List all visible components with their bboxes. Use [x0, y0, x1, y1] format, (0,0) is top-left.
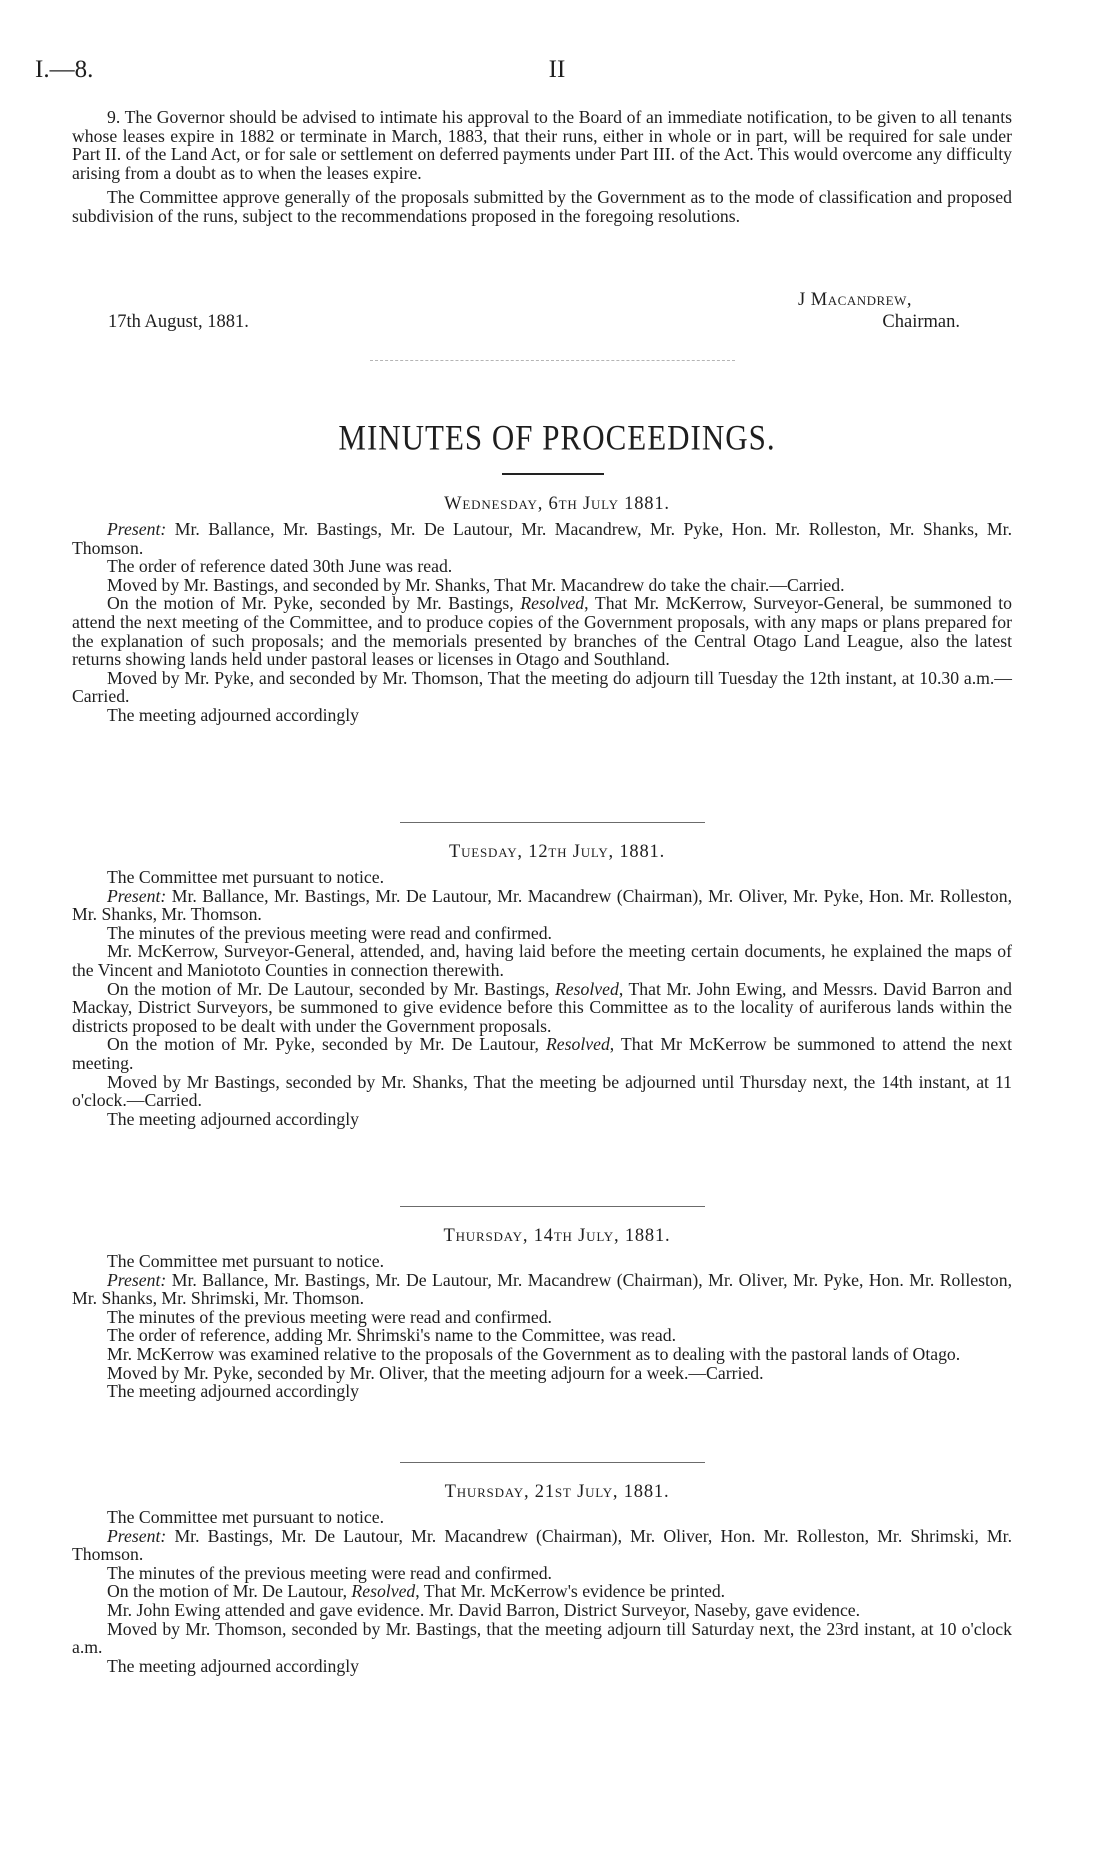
meeting-2-date: Tuesday, 12th July, 1881. [448, 842, 666, 862]
meeting-1-date: Wednesday, 6th July 1881. [444, 494, 670, 514]
resolved-label: Resolved [351, 1581, 416, 1602]
report-date: 17th August, 1881. [108, 312, 249, 332]
minute-item: On the motion of Mr. Pyke, seconded by Mr. De Lautour, Resolved, That Mr McKerrow be summoned to attend the next meeting. [72, 1034, 1012, 1073]
meeting-4-date: Thursday, 21st July, 1881. [444, 1482, 670, 1502]
present-label: Present: [107, 1525, 167, 1546]
minute-item: Mr. McKerrow was examined relative to the proposals of the Government as to dealing with the pastoral lands of Otago. [107, 1343, 961, 1364]
minute-item: Moved by Mr. Thomson, seconded by Mr. Bastings, that the meeting adjourn till Saturday next, the 23rd instant, at 10 o'clock a.m. [72, 1618, 1012, 1658]
attendance [72, 1527, 1012, 1564]
minute-item: The Committee met pursuant to notice. [107, 867, 385, 887]
minute-item: The Committee met pursuant to notice. [107, 1507, 385, 1527]
attendance [72, 887, 1012, 924]
meeting-2-body [72, 868, 1012, 1128]
minute-item: Moved by Mr. Bastings, and seconded by Mr. Shanks, That Mr. Macandrew do take the chair.—Carried. [107, 574, 845, 595]
minute-item: Moved by Mr Bastings, seconded by Mr. Shanks, That the meeting be adjourned until Thursday next, the 14th instant, at 11 o'clock.—Carried. [72, 1071, 1012, 1111]
meeting-3-date: Thursday, 14th July, 1881. [443, 1226, 671, 1246]
meeting-1-body [72, 520, 1012, 725]
signatory-name: J Macandrew, [797, 290, 912, 310]
document-reference: I.—8. [35, 56, 94, 83]
minute-item: Moved by Mr. Pyke, and seconded by Mr. Thomson, That the meeting do adjourn till Tuesday the 12th instant, at 10.30 a.m.—Carried. [72, 667, 1012, 707]
paragraph-9: 9. The Governor should be advised to intimate his approval to the Board of an immediate notification, to be given to all tenants whose leases expire in 1882 or terminate in March, 1883, that their runs, either in whole or in part, will be required for sale under Part II. of the Land Act, or for sale or settlement on deferred payments under Part III. of the Act. This would overcome any difficulty arising from a doubt as to when the leases expire. [72, 107, 1012, 183]
minute-item: Mr. McKerrow, Surveyor-General, attended, and, having laid before the meeting certain documents, he explained the maps of the Vincent and Maniototo Counties in connection therewith. [72, 941, 1012, 980]
minute-item: The order of reference dated 30th June was read. [107, 556, 453, 577]
report-section [72, 108, 1012, 226]
resolved-label: Resolved [520, 593, 585, 614]
minute-item: Moved by Mr. Pyke, seconded by Mr. Oliver, that the meeting adjourn for a week.—Carried. [107, 1362, 764, 1383]
minute-item: Mr. John Ewing attended and gave evidence. Mr. David Barron, District Surveyor, Naseby, gave evidence. [107, 1599, 861, 1620]
minute-item: The meeting adjourned accordingly [107, 1655, 359, 1676]
minute-item: The order of reference, adding Mr. Shrimski's name to the Committee, was read. [107, 1325, 677, 1346]
meeting-divider [400, 1206, 705, 1207]
minute-item: The meeting adjourned accordingly [107, 1108, 359, 1129]
minute-item: On the motion of Mr. Pyke, seconded by Mr. Bastings, Resolved, That Mr. McKerrow, Surveyor-General, be summoned to attend the next meeting of the Committee, and to produce copies of the Government proposals, with any maps or plans prepared for the explanation of such proposals; and the memorials presented by branches of the Central Otago Land League, also the latest returns showing lands held under pastoral leases or licenses in Otago and Southland. [72, 593, 1012, 670]
minute-item: The Committee met pursuant to notice. [107, 1251, 385, 1271]
minute-item: The minutes of the previous meeting were read and confirmed. [107, 922, 552, 943]
minute-item: On the motion of Mr. De Lautour, seconded by Mr. Bastings, Resolved, That Mr. John Ewing, and Messrs. David Barron and Mackay, District Surveyors, be summoned to give evidence before this Committee as to the locality of auriferous lands within the districts proposed to be dealt with under the Government proposals. [72, 978, 1012, 1036]
minute-item: The minutes of the previous meeting were read and confirmed. [107, 1306, 552, 1327]
page-number: II [548, 56, 566, 83]
section-divider [370, 360, 735, 361]
heading-rule [502, 473, 604, 475]
meeting-3-body [72, 1252, 1012, 1401]
present-label: Present: [107, 885, 167, 906]
attendee-list: Mr. Ballance, Mr. Bastings, Mr. De Lautour, Mr. Macandrew (Chairman), Mr. Oliver, Mr. Pyke, Hon. Mr. Rolleston, Mr. Shanks, Mr. Thomson. [72, 885, 1012, 925]
resolved-label: Resolved [555, 978, 619, 999]
present-label: Present: [107, 519, 167, 539]
minute-item: The meeting adjourned accordingly [107, 704, 359, 725]
attendance [72, 1271, 1012, 1308]
attendee-list: Mr. Bastings, Mr. De Lautour, Mr. Macandrew (Chairman), Mr. Oliver, Hon. Mr. Rolleston, Mr. Shrimski, Mr. Thomson. [72, 1525, 1012, 1565]
attendance [72, 520, 1012, 557]
signatory-title: Chairman. [882, 312, 960, 332]
minutes-heading: MINUTES OF PROCEEDINGS. [338, 417, 776, 458]
minute-item: On the motion of Mr. De Lautour, Resolved, That Mr. McKerrow's evidence be printed. [107, 1581, 726, 1602]
attendee-list: Mr. Ballance, Mr. Bastings, Mr. De Lautour, Mr. Macandrew (Chairman), Mr. Oliver, Mr. Pyke, Hon. Mr. Rolleston, Mr. Shanks, Mr. Shrimski, Mr. Thomson. [72, 1269, 1012, 1309]
paragraph-approval: The Committee approve generally of the proposals submitted by the Government as to the mode of classification and proposed subdivision of the runs, subject to the recommendations proposed in the foregoing resolutions. [72, 187, 1012, 226]
meeting-4-body [72, 1508, 1012, 1675]
meeting-divider [400, 1462, 705, 1463]
attendee-list: Mr. Ballance, Mr. Bastings, Mr. De Lautour, Mr. Macandrew, Mr. Pyke, Hon. Mr. Rolleston, Mr. Shanks, Mr. Thomson. [72, 519, 1012, 558]
minute-item: The minutes of the previous meeting were read and confirmed. [107, 1562, 552, 1583]
present-label: Present: [107, 1269, 167, 1290]
minute-item: The meeting adjourned accordingly [107, 1381, 359, 1402]
meeting-divider [400, 822, 705, 823]
resolved-label: Resolved [545, 1034, 610, 1055]
